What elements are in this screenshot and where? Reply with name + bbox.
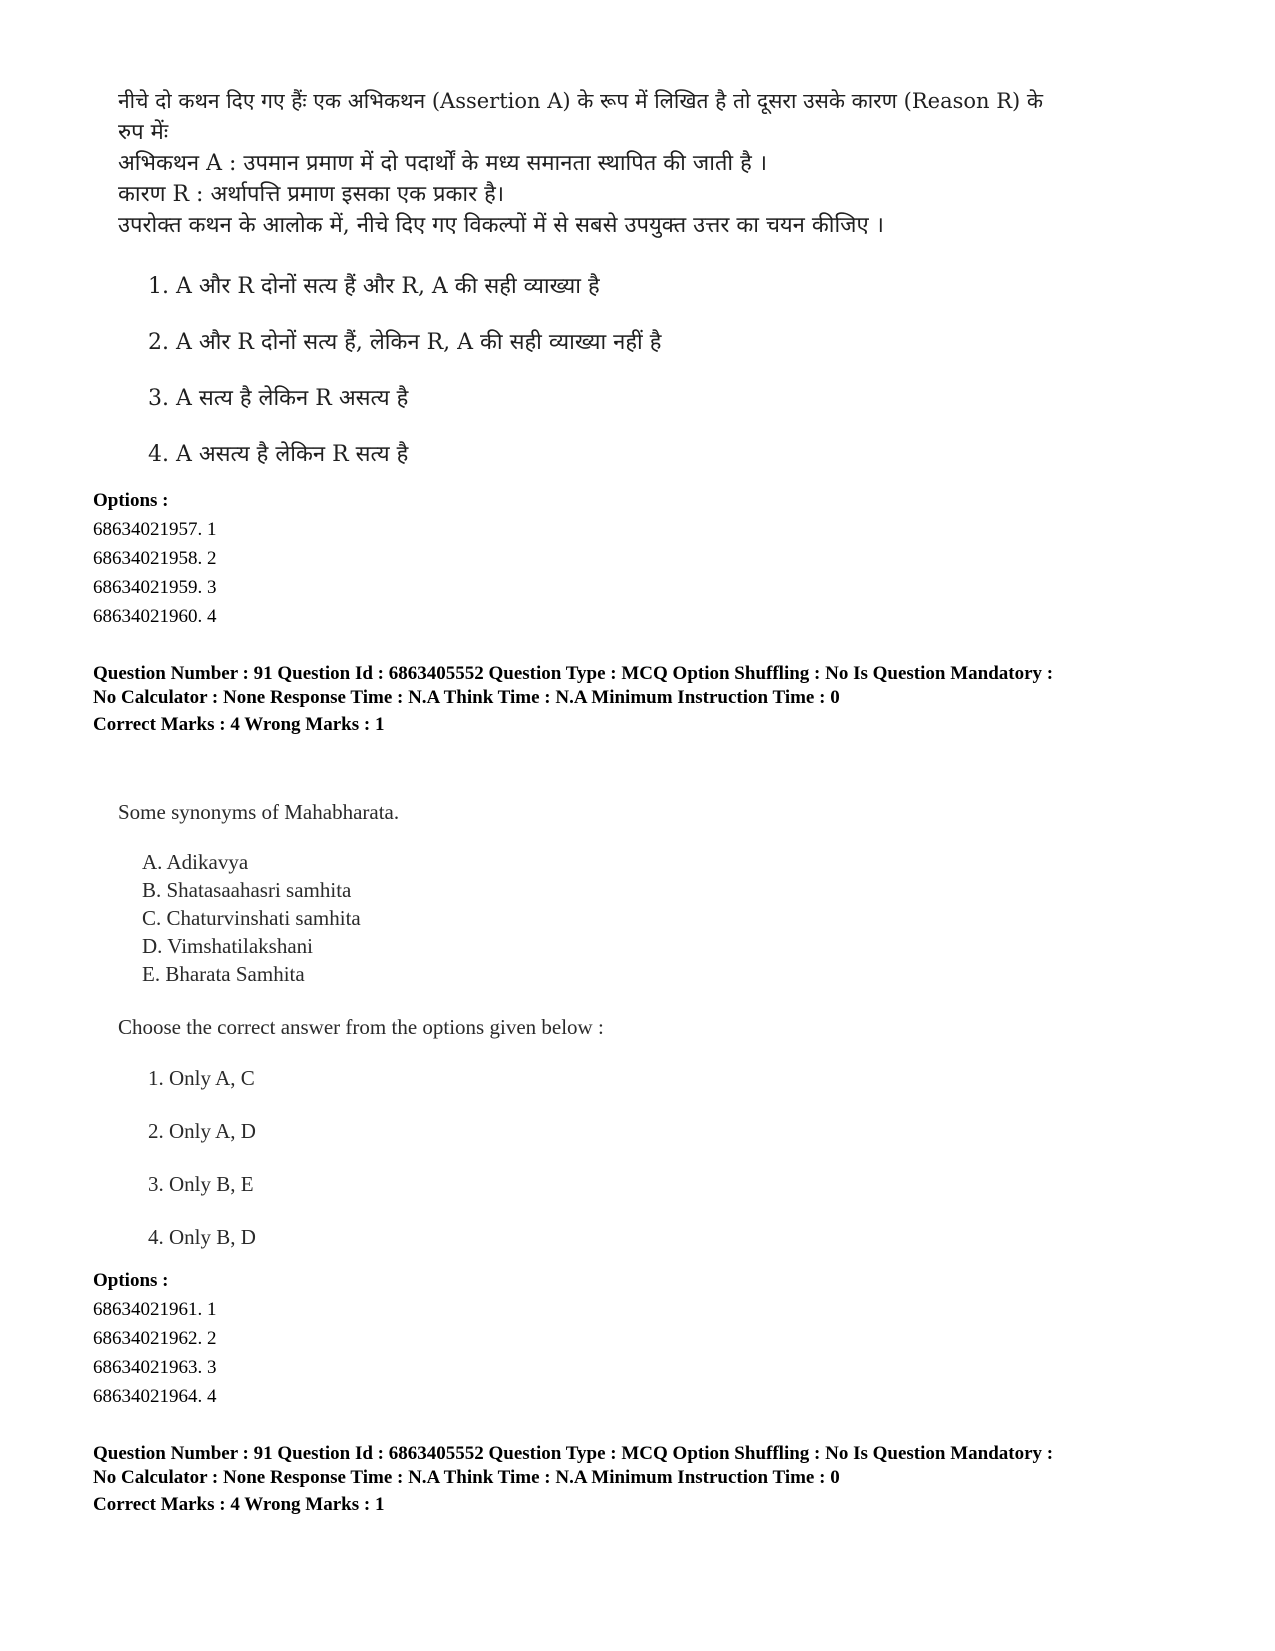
question-a-instruction: उपरोक्त कथन के आलोक में, नीचे दिए गए विकल्पों में से सबसे उपयुक्त उत्तर का चयन कीजिए । bbox=[118, 213, 884, 238]
question-a-choice-3: 3. A सत्य है लेकिन R असत्य है bbox=[148, 386, 409, 411]
question-b-statement-e: E. Bharata Samhita bbox=[142, 962, 305, 986]
question-a-choice-1: 1. A और R दोनों सत्य हैं और R, A की सही व्याख्या है bbox=[148, 274, 600, 299]
question-c-meta-line1: Question Number : 91 Question Id : 6863405552 Question Type : MCQ Option Shuffling : No Is Question Mandatory : bbox=[93, 1443, 1054, 1464]
question-c-meta-line2: No Calculator : None Response Time : N.A Think Time : N.A Minimum Instruction Time : 0 bbox=[93, 1467, 840, 1488]
question-a-choice-4: 4. A असत्य है लेकिन R सत्य है bbox=[148, 442, 409, 467]
options-a-block bbox=[93, 486, 217, 631]
question-b-choice-4: 4. Only B, D bbox=[148, 1225, 256, 1249]
options-b-item-3: 68634021963. 3 bbox=[93, 1357, 217, 1378]
question-b-instruction: Choose the correct answer from the options given below : bbox=[118, 1015, 604, 1039]
question-c-marks: Correct Marks : 4 Wrong Marks : 1 bbox=[93, 1494, 385, 1515]
options-b-heading: Options : bbox=[93, 1270, 169, 1291]
question-c-meta bbox=[93, 1442, 1053, 1519]
question-b-marks: Correct Marks : 4 Wrong Marks : 1 bbox=[93, 714, 385, 735]
question-b-meta-line1: Question Number : 91 Question Id : 6863405552 Question Type : MCQ Option Shuffling : No Is Question Mandatory : bbox=[93, 663, 1054, 684]
question-b-statement-b: B. Shatasaahasri samhita bbox=[142, 878, 352, 902]
options-a-item-1: 68634021957. 1 bbox=[93, 519, 217, 540]
options-a-item-4: 68634021960. 4 bbox=[93, 606, 217, 627]
question-b-choice-2: 2. Only A, D bbox=[148, 1119, 256, 1143]
options-b-item-1: 68634021961. 1 bbox=[93, 1299, 217, 1320]
options-b-item-4: 68634021964. 4 bbox=[93, 1386, 217, 1407]
options-b-block bbox=[93, 1266, 217, 1411]
question-a-reason: कारण R : अर्थापत्ति प्रमाण इसका एक प्रकार है। bbox=[118, 182, 505, 207]
question-b-statement-c: C. Chaturvinshati samhita bbox=[142, 906, 361, 930]
options-a-heading: Options : bbox=[93, 490, 169, 511]
question-b-choice-3: 3. Only B, E bbox=[148, 1172, 254, 1196]
question-a-assertion: अभिकथन A : उपमान प्रमाण में दो पदार्थों के मध्य समानता स्थापित की जाती है । bbox=[118, 151, 768, 176]
question-a-choice-2: 2. A और R दोनों सत्य हैं, लेकिन R, A की सही व्याख्या नहीं है bbox=[148, 330, 662, 355]
question-b-statements bbox=[142, 848, 361, 988]
question-b-statement-d: D. Vimshatilakshani bbox=[142, 934, 314, 958]
question-a-text bbox=[118, 86, 1178, 241]
options-a-item-2: 68634021958. 2 bbox=[93, 548, 217, 569]
question-a-intro-line2: रुप मेंः bbox=[118, 120, 169, 145]
question-b-meta bbox=[93, 662, 1053, 739]
question-b-choice-1: 1. Only A, C bbox=[148, 1066, 255, 1090]
question-b-statement-a: A. Adikavya bbox=[142, 850, 249, 874]
question-b-prompt: Some synonyms of Mahabharata. bbox=[118, 800, 400, 824]
options-b-item-2: 68634021962. 2 bbox=[93, 1328, 217, 1349]
question-a-intro-line1: नीचे दो कथन दिए गए हैंः एक अभिकथन (Assertion A) के रूप में लिखित है तो दूसरा उसके कारण (Reason R) के bbox=[118, 89, 1044, 113]
options-a-item-3: 68634021959. 3 bbox=[93, 577, 217, 598]
question-b-meta-line2: No Calculator : None Response Time : N.A Think Time : N.A Minimum Instruction Time : 0 bbox=[93, 687, 840, 708]
